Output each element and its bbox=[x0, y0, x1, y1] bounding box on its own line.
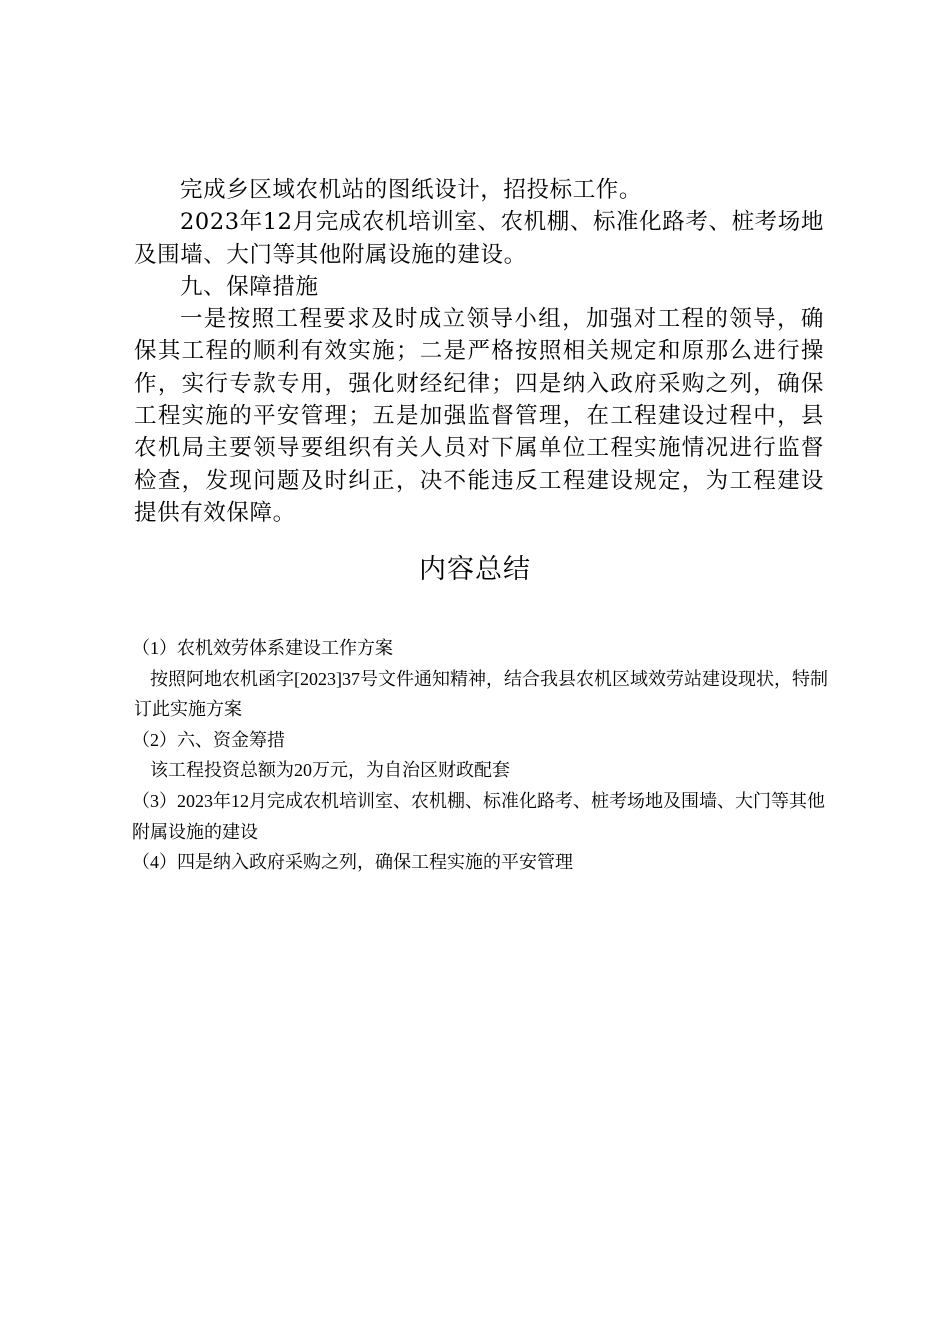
body-paragraph: 一是按照工程要求及时成立领导小组，加强对工程的领导，确保其工程的顺利有效实施；二是严格按照相关规定和原那么进行操作，实行专款专用，强化财经纪律；四是纳入政府采购之列，确保工程实施的平安管理；五是加强监督管理，在工程建设过程中，县农机局主要领导要组织有关人员对下属单位工程实施情况进行监督检查，发现问题及时纠正，决不能违反工程建设规定，为工程建设提供有效保障。 bbox=[134, 306, 824, 526]
section-heading: 九、保障措施 bbox=[180, 273, 319, 300]
summary-item-text: 该工程投资总额为20万元，为自治区财政配套 bbox=[150, 760, 510, 781]
document-body bbox=[134, 174, 824, 529]
body-paragraph: 2023年12月完成农机培训室、农机棚、标准化路考、桩考场地及围墙、大门等其他附属设施的建设。 bbox=[134, 209, 824, 268]
summary-item: （4）四是纳入政府采购之列，确保工程实施的平安管理 bbox=[132, 852, 573, 873]
summary-title: 内容总结 bbox=[419, 554, 531, 585]
summary-list bbox=[134, 633, 840, 878]
summary-item: （3）2023年12月完成农机培训室、农机棚、标准化路考、桩考场地及围墙、大门等其他附属设施的建设 bbox=[132, 790, 825, 842]
summary-item: （1）农机效劳体系建设工作方案 bbox=[132, 638, 393, 658]
body-paragraph: 完成乡区域农机站的图纸设计，招投标工作。 bbox=[180, 177, 643, 203]
summary-item: （2）六、资金筹措 bbox=[132, 729, 285, 750]
summary-item-text: 按照阿地农机函字[2023]37号文件通知精神，结合我县农机区域效劳站建设现状，特制订此实施方案 bbox=[134, 668, 828, 720]
